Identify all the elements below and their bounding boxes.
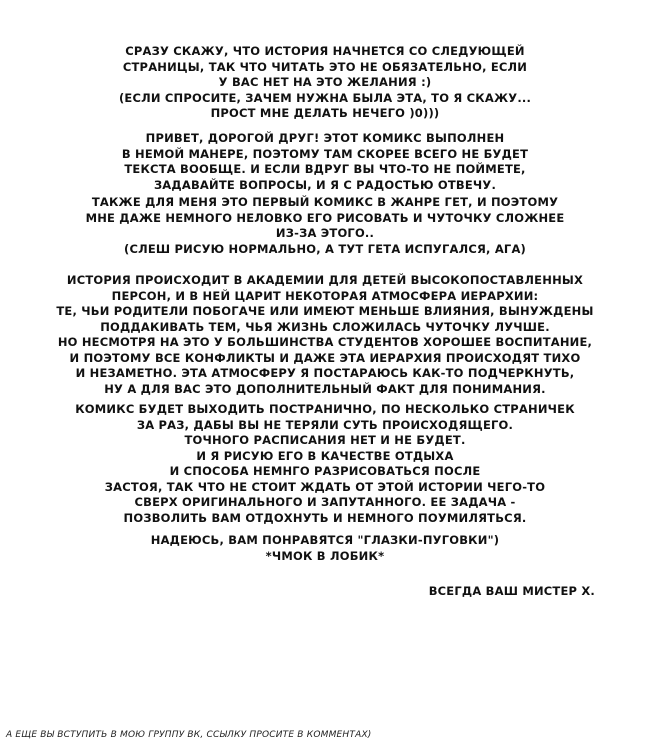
text-line: МНЕ ДАЖЕ НЕМНОГО НЕЛОВКО ЕГО РИСОВАТЬ И ЧУТОЧКУ СЛОЖНЕЕ (85, 210, 565, 225)
text-line: СВЕРХ ОРИГИНАЛЬНОГО И ЗАПУТАННОГО. ЕЕ ЗАДАЧА - (134, 495, 516, 509)
text-line: НУ А ДЛЯ ВАС ЭТО ДОПОЛНИТЕЛЬНЫЙ ФАКТ ДЛЯ ПОНИМАНИЯ. (104, 381, 546, 396)
text-line: И ПОЭТОМУ ВСЕ КОНФЛИКТЫ И ДАЖЕ ЭТА ИЕРАРХИЯ ПРОИСХОДЯТ ТИХО (69, 350, 581, 365)
text-line: ПОЗВОЛИТЬ ВАМ ОТДОХНУТЬ И НЕМНОГО ПОУМИЛЯТЬСЯ. (123, 510, 527, 525)
text-line: ЗАДАВАЙТЕ ВОПРОСЫ, И Я С РАДОСТЬЮ ОТВЕЧУ. (153, 177, 497, 192)
intro-paragraph-1 (20, 44, 630, 122)
text-line: И СПОСОБА НЕМНГО РАЗРИСОВАТЬСЯ ПОСЛЕ (169, 464, 481, 478)
text-line: У ВАС НЕТ НА ЭТО ЖЕЛАНИЯ :) (218, 75, 432, 89)
text-line: ПЕРСОН, И В НЕЙ ЦАРИТ НЕКОТОРАЯ АТМОСФЕРА ИЕРАРХИИ: (111, 288, 539, 303)
text-line: ТЕКСТА ВООБЩЕ. И ЕСЛИ ВДРУГ ВЫ ЧТО-ТО НЕ ПОЙМЕТЕ, (124, 162, 526, 176)
text-line: В НЕМОЙ МАНЕРЕ, ПОЭТОМУ ТАМ СКОРЕЕ ВСЕГО НЕ БУДЕТ (121, 146, 529, 161)
intro-paragraph-3 (20, 195, 630, 257)
text-line: ТОЧНОГО РАСПИСАНИЯ НЕТ И НЕ БУДЕТ. (184, 433, 466, 447)
text-line: КОМИКС БУДЕТ ВЫХОДИТЬ ПОСТРАНИЧНО, ПО НЕСКОЛЬКО СТРАНИЧЕК (75, 402, 575, 416)
text-line: (ЕСЛИ СПРОСИТЕ, ЗАЧЕМ НУЖНА БЫЛА ЭТА, ТО Я СКАЖУ... (118, 90, 532, 105)
text-line: НАДЕЮСЬ, ВАМ ПОНРАВЯТСЯ "ГЛАЗКИ-ПУГОВКИ") (150, 533, 500, 547)
text-line: (СЛЕШ РИСУЮ НОРМАЛЬНО, А ТУТ ГЕТА ИСПУГАЛСЯ, АГА) (123, 241, 527, 256)
text-line: *ЧМОК В ЛОБИК* (265, 548, 385, 563)
text-line: НО НЕСМОТРЯ НА ЭТО У БОЛЬШИНСТВА СТУДЕНТОВ ХОРОШЕЕ ВОСПИТАНИЕ, (57, 335, 593, 349)
text-line: ТАКЖЕ ДЛЯ МЕНЯ ЭТО ПЕРВЫЙ КОМИКС В ЖАНРЕ ГЕТ, И ПОЭТОМУ (91, 195, 559, 209)
text-line: ИЗ-ЗА ЭТОГО.. (275, 226, 375, 240)
text-line: ПРОСТ МНЕ ДЕЛАТЬ НЕЧЕГО )0))) (210, 106, 440, 120)
text-line: ПОДДАКИВАТЬ ТЕМ, ЧЬЯ ЖИЗНЬ СЛОЖИЛАСЬ ЧУТОЧКУ ЛУЧШЕ. (100, 319, 550, 334)
text-line: И НЕЗАМЕТНО. ЭТА АТМОСФЕРУ Я ПОСТАРАЮСЬ КАК-ТО ПОДЧЕРКНУТЬ, (75, 366, 575, 380)
intro-paragraph-6 (20, 533, 630, 564)
text-line: СРАЗУ СКАЖУ, ЧТО ИСТОРИЯ НАЧНЕТСЯ СО СЛЕДУЮЩЕЙ (125, 44, 525, 58)
intro-paragraph-4 (20, 273, 630, 397)
intro-paragraph-5 (20, 402, 630, 526)
text-line: ТЕ, ЧЬИ РОДИТЕЛИ ПОБОГАЧЕ ИЛИ ИМЕЮТ МЕНЬШЕ ВЛИЯНИЯ, ВЫНУЖДЕНЫ (56, 304, 594, 318)
text-line: ЗА РАЗ, ДАБЫ ВЫ НЕ ТЕРЯЛИ СУТЬ ПРОИСХОДЯЩЕГО. (136, 417, 514, 432)
text-line: ПРИВЕТ, ДОРОГОЙ ДРУГ! ЭТОТ КОМИКС ВЫПОЛНЕН (145, 131, 505, 145)
intro-paragraph-2 (20, 131, 630, 193)
text-line: ИСТОРИЯ ПРОИСХОДИТ В АКАДЕМИИ ДЛЯ ДЕТЕЙ ВЫСОКОПОСТАВЛЕННЫХ (66, 273, 584, 287)
author-signature: ВСЕГДА ВАШ МИСТЕР Х. (428, 584, 595, 598)
text-line: СТРАНИЦЫ, ТАК ЧТО ЧИТАТЬ ЭТО НЕ ОБЯЗАТЕЛЬНО, ЕСЛИ (122, 59, 528, 74)
text-line: ЗАСТОЯ, ТАК ЧТО НЕ СТОИТ ЖДАТЬ ОТ ЭТОЙ ИСТОРИИ ЧЕГО-ТО (104, 479, 546, 494)
footer-note: А ЕЩЕ ВЫ ВСТУПИТЬ В МОЮ ГРУППУ ВК, ССЫЛКУ ПРОСИТЕ В КОММЕНТАХ) (6, 730, 372, 740)
text-line: И Я РИСУЮ ЕГО В КАЧЕСТВЕ ОТДЫХА (196, 448, 454, 463)
